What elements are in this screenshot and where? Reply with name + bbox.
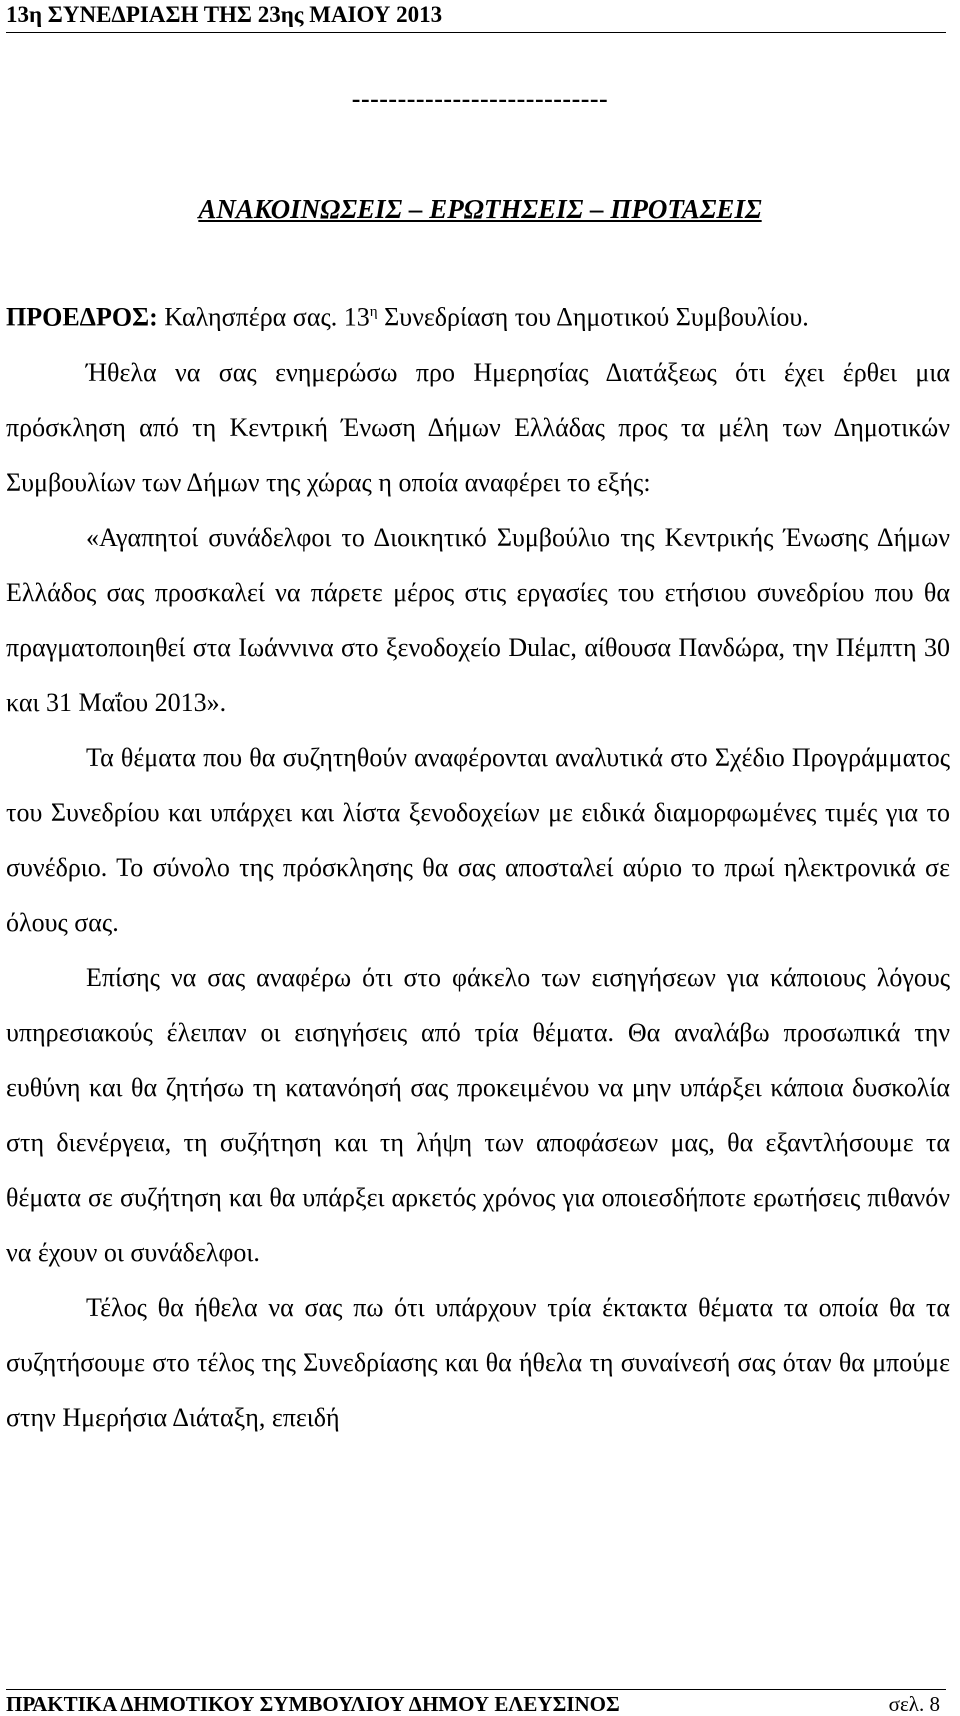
speaker-label: ΠΡΟΕΔΡΟΣ:: [6, 302, 158, 332]
paragraph-1-text-b: Συνεδρίαση του Δημοτικού Συμβουλίου.: [377, 302, 809, 332]
page-number: σελ. 8: [888, 1692, 940, 1716]
page-header: 13η ΣΥΝΕΔΡΙΑΣΗ ΤΗΣ 23ης ΜΑΙΟΥ 2013: [6, 2, 443, 27]
paragraph-1-text-a: Καλησπέρα σας. 13: [157, 302, 370, 332]
footer-rule: [6, 1689, 946, 1690]
paragraph-1: [6, 285, 950, 345]
section-title: ΑΝΑΚΟΙΝΩΣΕΙΣ – ΕΡΩΤΗΣΕΙΣ – ΠΡΟΤΑΣΕΙΣ: [198, 194, 762, 224]
paragraph-5: Επίσης να σας αναφέρω ότι στο φάκελο των εισηγήσεων για κάποιους λόγους υπηρεσιακούς έλειπαν οι εισηγήσεις από τρία θέματα. Θα αναλάβω προσωπικά την ευθύνη και θα ζητήσω τη κατανόησή σας προκειμένου να μην υπάρξει κάποια δυσκολία στη διενέργεια, τη συζήτηση και τη λήψη των αποφάσεων μας, θα εξαντλήσουμε τα θέματα σε συζήτηση και θα υπάρξει αρκετός χρόνος για οποιεσδήποτε ερωτήσεις πιθανόν να έχουν οι συνάδελφοι.: [6, 962, 950, 1267]
separator-line: ----------------------------: [351, 84, 609, 113]
paragraph-3: «Αγαπητοί συνάδελφοι το Διοικητικό Συμβούλιο της Κεντρικής Ένωσης Δήμων Ελλάδος σας προσκαλεί να πάρετε μέρος στις εργασίες του ετήσιου συνεδρίου που θα πραγματοποιηθεί στα Ιωάννινα στο ξενοδοχείο Dulac, αίθουσα Πανδώρα, την Πέμπτη 30 και 31 Μαΐου 2013».: [6, 522, 950, 717]
footer-title: ΠΡΑΚΤΙΚΑ ΔΗΜΟΤΙΚΟΥ ΣΥΜΒΟΥΛΙΟΥ ΔΗΜΟΥ ΕΛΕΥΣΙΝΟΣ: [6, 1692, 620, 1716]
document-body: [6, 285, 950, 1445]
paragraph-2: Ήθελα να σας ενημερώσω προ Ημερησίας Διατάξεως ότι έχει έρθει μια πρόσκληση από τη Κεντρική Ένωση Δήμων Ελλάδας προς τα μέλη των Δημοτικών Συμβουλίων των Δήμων της χώρας η οποία αναφέρει το εξής:: [6, 357, 950, 497]
header-rule: [6, 32, 946, 33]
paragraph-6: Τέλος θα ήθελα να σας πω ότι υπάρχουν τρία έκτακτα θέματα τα οποία θα τα συζητήσουμε στο τέλος της Συνεδρίασης και θα ήθελα τη συναίνεσή σας όταν θα μπούμε στην Ημερήσια Διάταξη, επειδή: [6, 1292, 950, 1432]
ordinal-superscript: η: [369, 304, 378, 320]
paragraph-4: Τα θέματα που θα συζητηθούν αναφέρονται αναλυτικά στο Σχέδιο Προγράμματος του Συνεδρίου και υπάρχει και λίστα ξενοδοχείων με ειδικά διαμορφωμένες τιμές για το συνέδριο. Το σύνολο της πρόσκλησης θα σας αποσταλεί αύριο το πρωί ηλεκτρονικά σε όλους σας.: [6, 742, 950, 937]
